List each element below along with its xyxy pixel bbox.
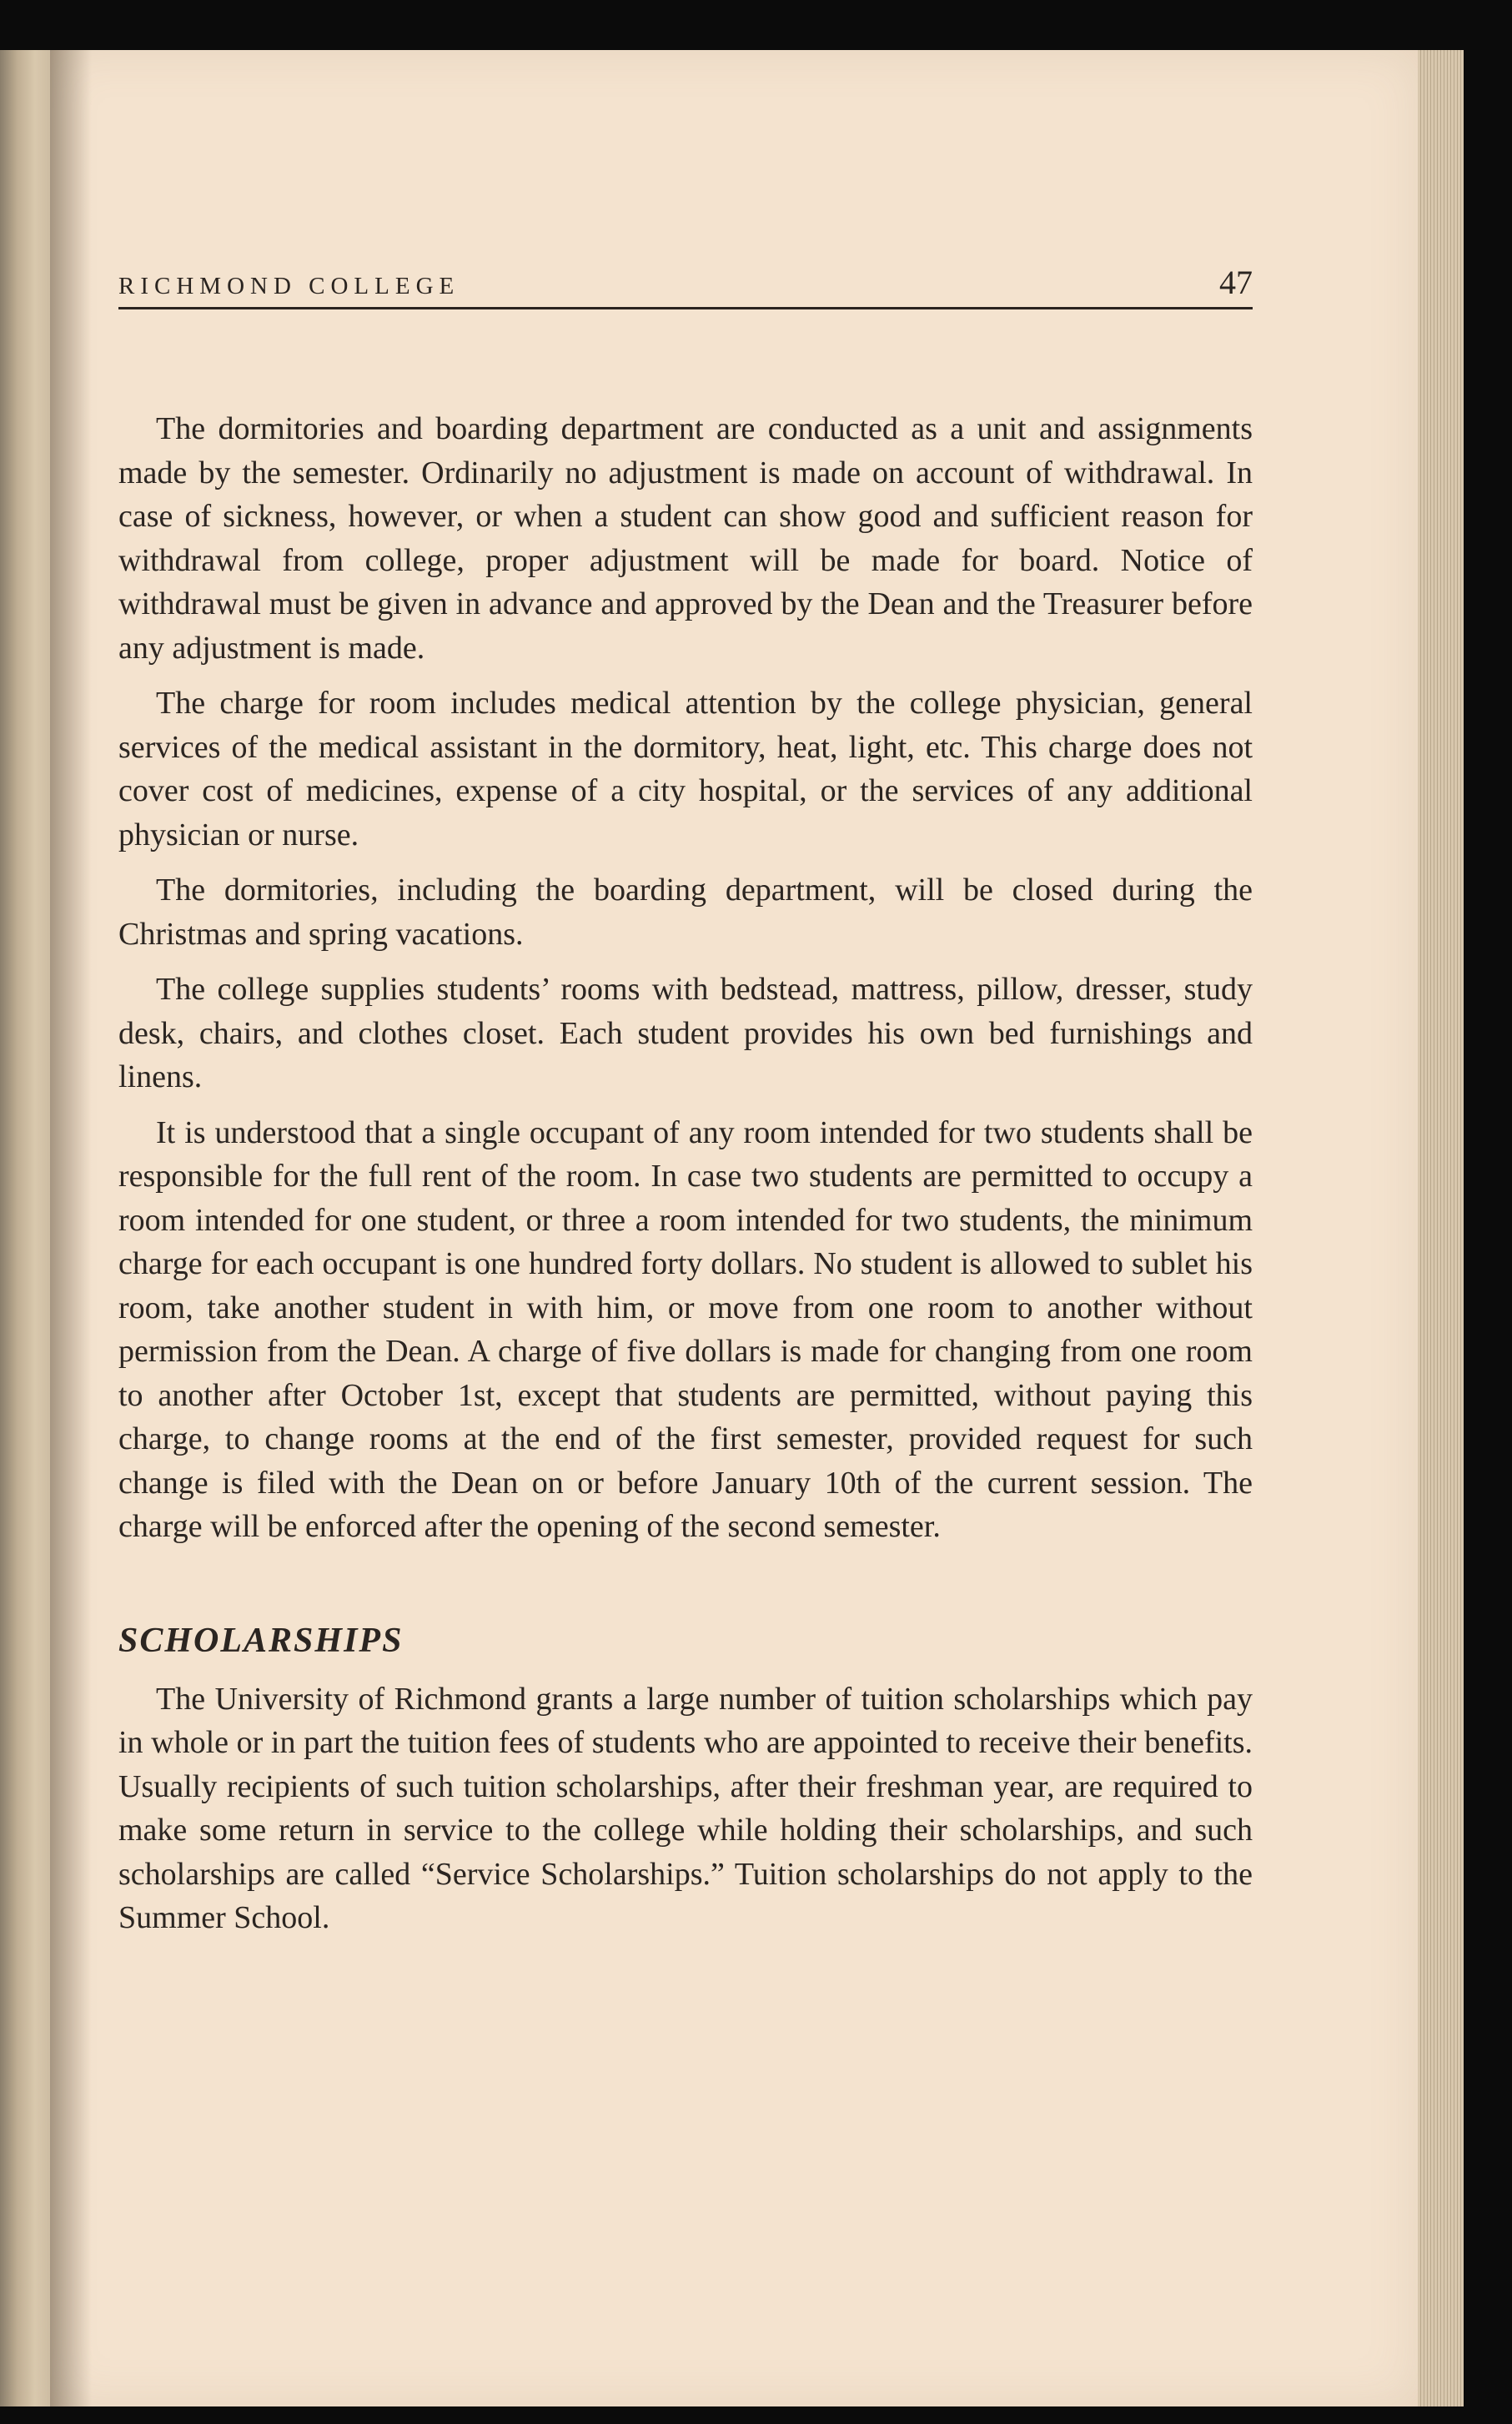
paragraph-room-furnishings: The college supplies students’ rooms with bedstead, mattress, pillow, dresser, study desk, chairs, and clothes closet. Each student provides his own bed furnishings and linens.	[118, 972, 1253, 1094]
paragraph-room-charge: The charge for room includes medical attention by the college physician, general services of the medical assistant in the dormitory, heat, light, etc. This charge does not cover cost of medicines, expense of a city hospital, or the services of any additional physician or nurse.	[118, 686, 1253, 852]
running-title: RICHMOND COLLEGE	[118, 273, 460, 299]
running-head	[118, 260, 1253, 309]
paragraph-occupancy-rules: It is understood that a single occupant of any room intended for two students shall be responsible for the full rent of the room. In case two students are permitted to occupy a room intended for one student, or three a room intended for two students, the minimum charge for each occupant is one hundred forty dollars. No student is allowed to sublet his room, take another student in with him, or move from one room to another without permission from the Dean. A charge of five dollars is made for changing from one room to another after October 1st, except that students are permitted, without paying this charge, to change rooms at the end of the first semester, provided request for such change is filed with the Dean on or before January 10th of the current session. The charge will be enforced after the opening of the second semester.	[118, 1114, 1253, 1544]
page-stack-edges	[1418, 50, 1464, 2406]
body-text	[118, 407, 1253, 1952]
book-page	[50, 50, 1418, 2406]
paragraph-vacations: The dormitories, including the boarding department, will be closed during the Christmas and spring vacations.	[118, 873, 1253, 952]
section-heading-scholarships: SCHOLARSHIPS	[118, 1621, 404, 1660]
facing-page-edge	[0, 50, 50, 2406]
paragraph-dormitories-boarding: The dormitories and boarding department are conducted as a unit and assignments made by the semester. Ordinarily no adjustment is made on account of withdrawal. In case of sickness, however, or when a student can show good and sufficient reason for withdrawal from college, proper adjustment will be made for board. Notice of withdrawal must be given in advance and approved by the Dean and the Treasurer before any adjustment is made.	[118, 411, 1253, 666]
page-number: 47	[1219, 264, 1253, 301]
gutter-shadow	[50, 50, 92, 2406]
paragraph-scholarships: The University of Richmond grants a large number of tuition scholarships which pay in whole or in part the tuition fees of students who are appointed to receive their benefits. Usually recipients of such tuition scholarships, after their freshman year, are required to make some return in service to the college while holding their scholarships, and such scholarships are called “Service Scholarships.” Tuition scholarships do not apply to the Summer School.	[118, 1681, 1253, 1935]
